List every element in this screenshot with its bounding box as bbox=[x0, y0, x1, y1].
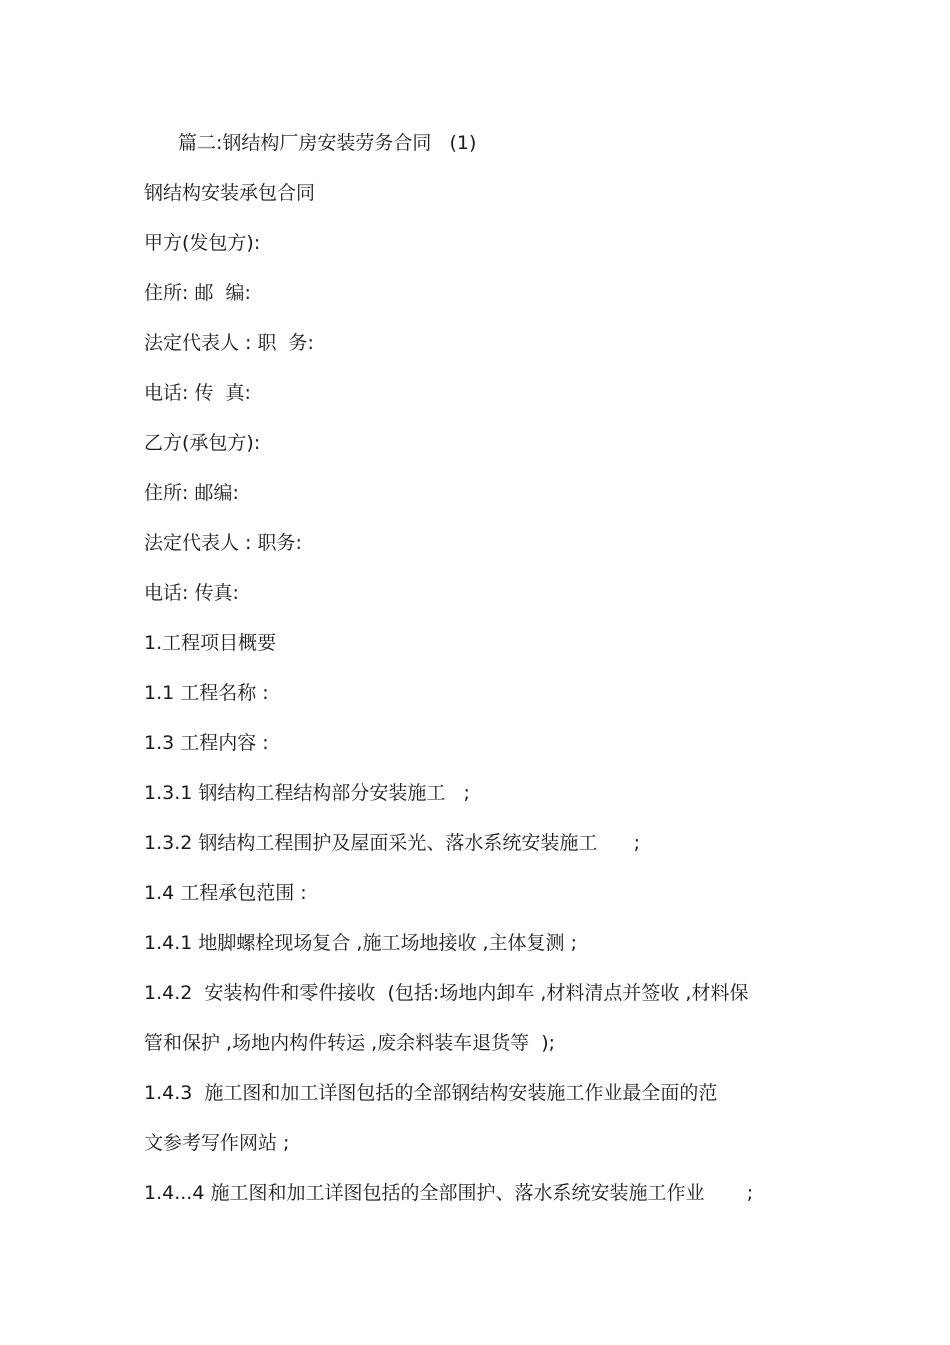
party-b-label: 乙方(承包方): bbox=[144, 432, 261, 454]
clause-1-4-2-line-2: 管和保护 ,场地内构件转运 ,废余料装车退货等 ); bbox=[144, 1032, 556, 1054]
party-b-address: 住所: 邮编: bbox=[144, 482, 239, 504]
clause-1-3-1: 1.3.1 钢结构工程结构部分安装施工 ; bbox=[144, 782, 470, 804]
clause-1-4-3-line-1: 1.4.3 施工图和加工详图包括的全部钢结构安装施工作业最全面的范 bbox=[144, 1082, 718, 1104]
clause-1-1: 1.1 工程名称 : bbox=[144, 682, 269, 704]
section-1-heading: 1.工程项目概要 bbox=[144, 632, 277, 654]
contract-title: 钢结构安装承包合同 bbox=[144, 182, 316, 204]
party-a-label: 甲方(发包方): bbox=[144, 232, 261, 254]
clause-1-4: 1.4 工程承包范围 : bbox=[144, 882, 307, 904]
clause-1-4-1: 1.4.1 地脚螺栓现场复合 ,施工场地接收 ,主体复测 ; bbox=[144, 932, 577, 954]
clause-1-4-3-line-2: 文参考写作网站 ; bbox=[144, 1132, 290, 1154]
party-a-address: 住所: 邮 编: bbox=[144, 282, 251, 304]
party-b-representative: 法定代表人 : 职务: bbox=[144, 532, 302, 554]
party-a-phone: 电话: 传 真: bbox=[144, 382, 251, 404]
contract-heading: 篇二:钢结构厂房安装劳务合同 (1) bbox=[178, 132, 477, 154]
party-b-phone: 电话: 传真: bbox=[144, 582, 239, 604]
clause-1-3: 1.3 工程内容 : bbox=[144, 732, 269, 754]
party-a-representative: 法定代表人 : 职 务: bbox=[144, 332, 314, 354]
clause-1-3-2: 1.3.2 钢结构工程围护及屋面采光、落水系统安装施工 ; bbox=[144, 832, 641, 854]
clause-1-4-4: 1.4...4 施工图和加工详图包括的全部围护、落水系统安装施工作业 ; bbox=[144, 1182, 754, 1204]
clause-1-4-2-line-1: 1.4.2 安装构件和零件接收 (包括:场地内卸车 ,材料清点并签收 ,材料保 bbox=[144, 982, 749, 1004]
